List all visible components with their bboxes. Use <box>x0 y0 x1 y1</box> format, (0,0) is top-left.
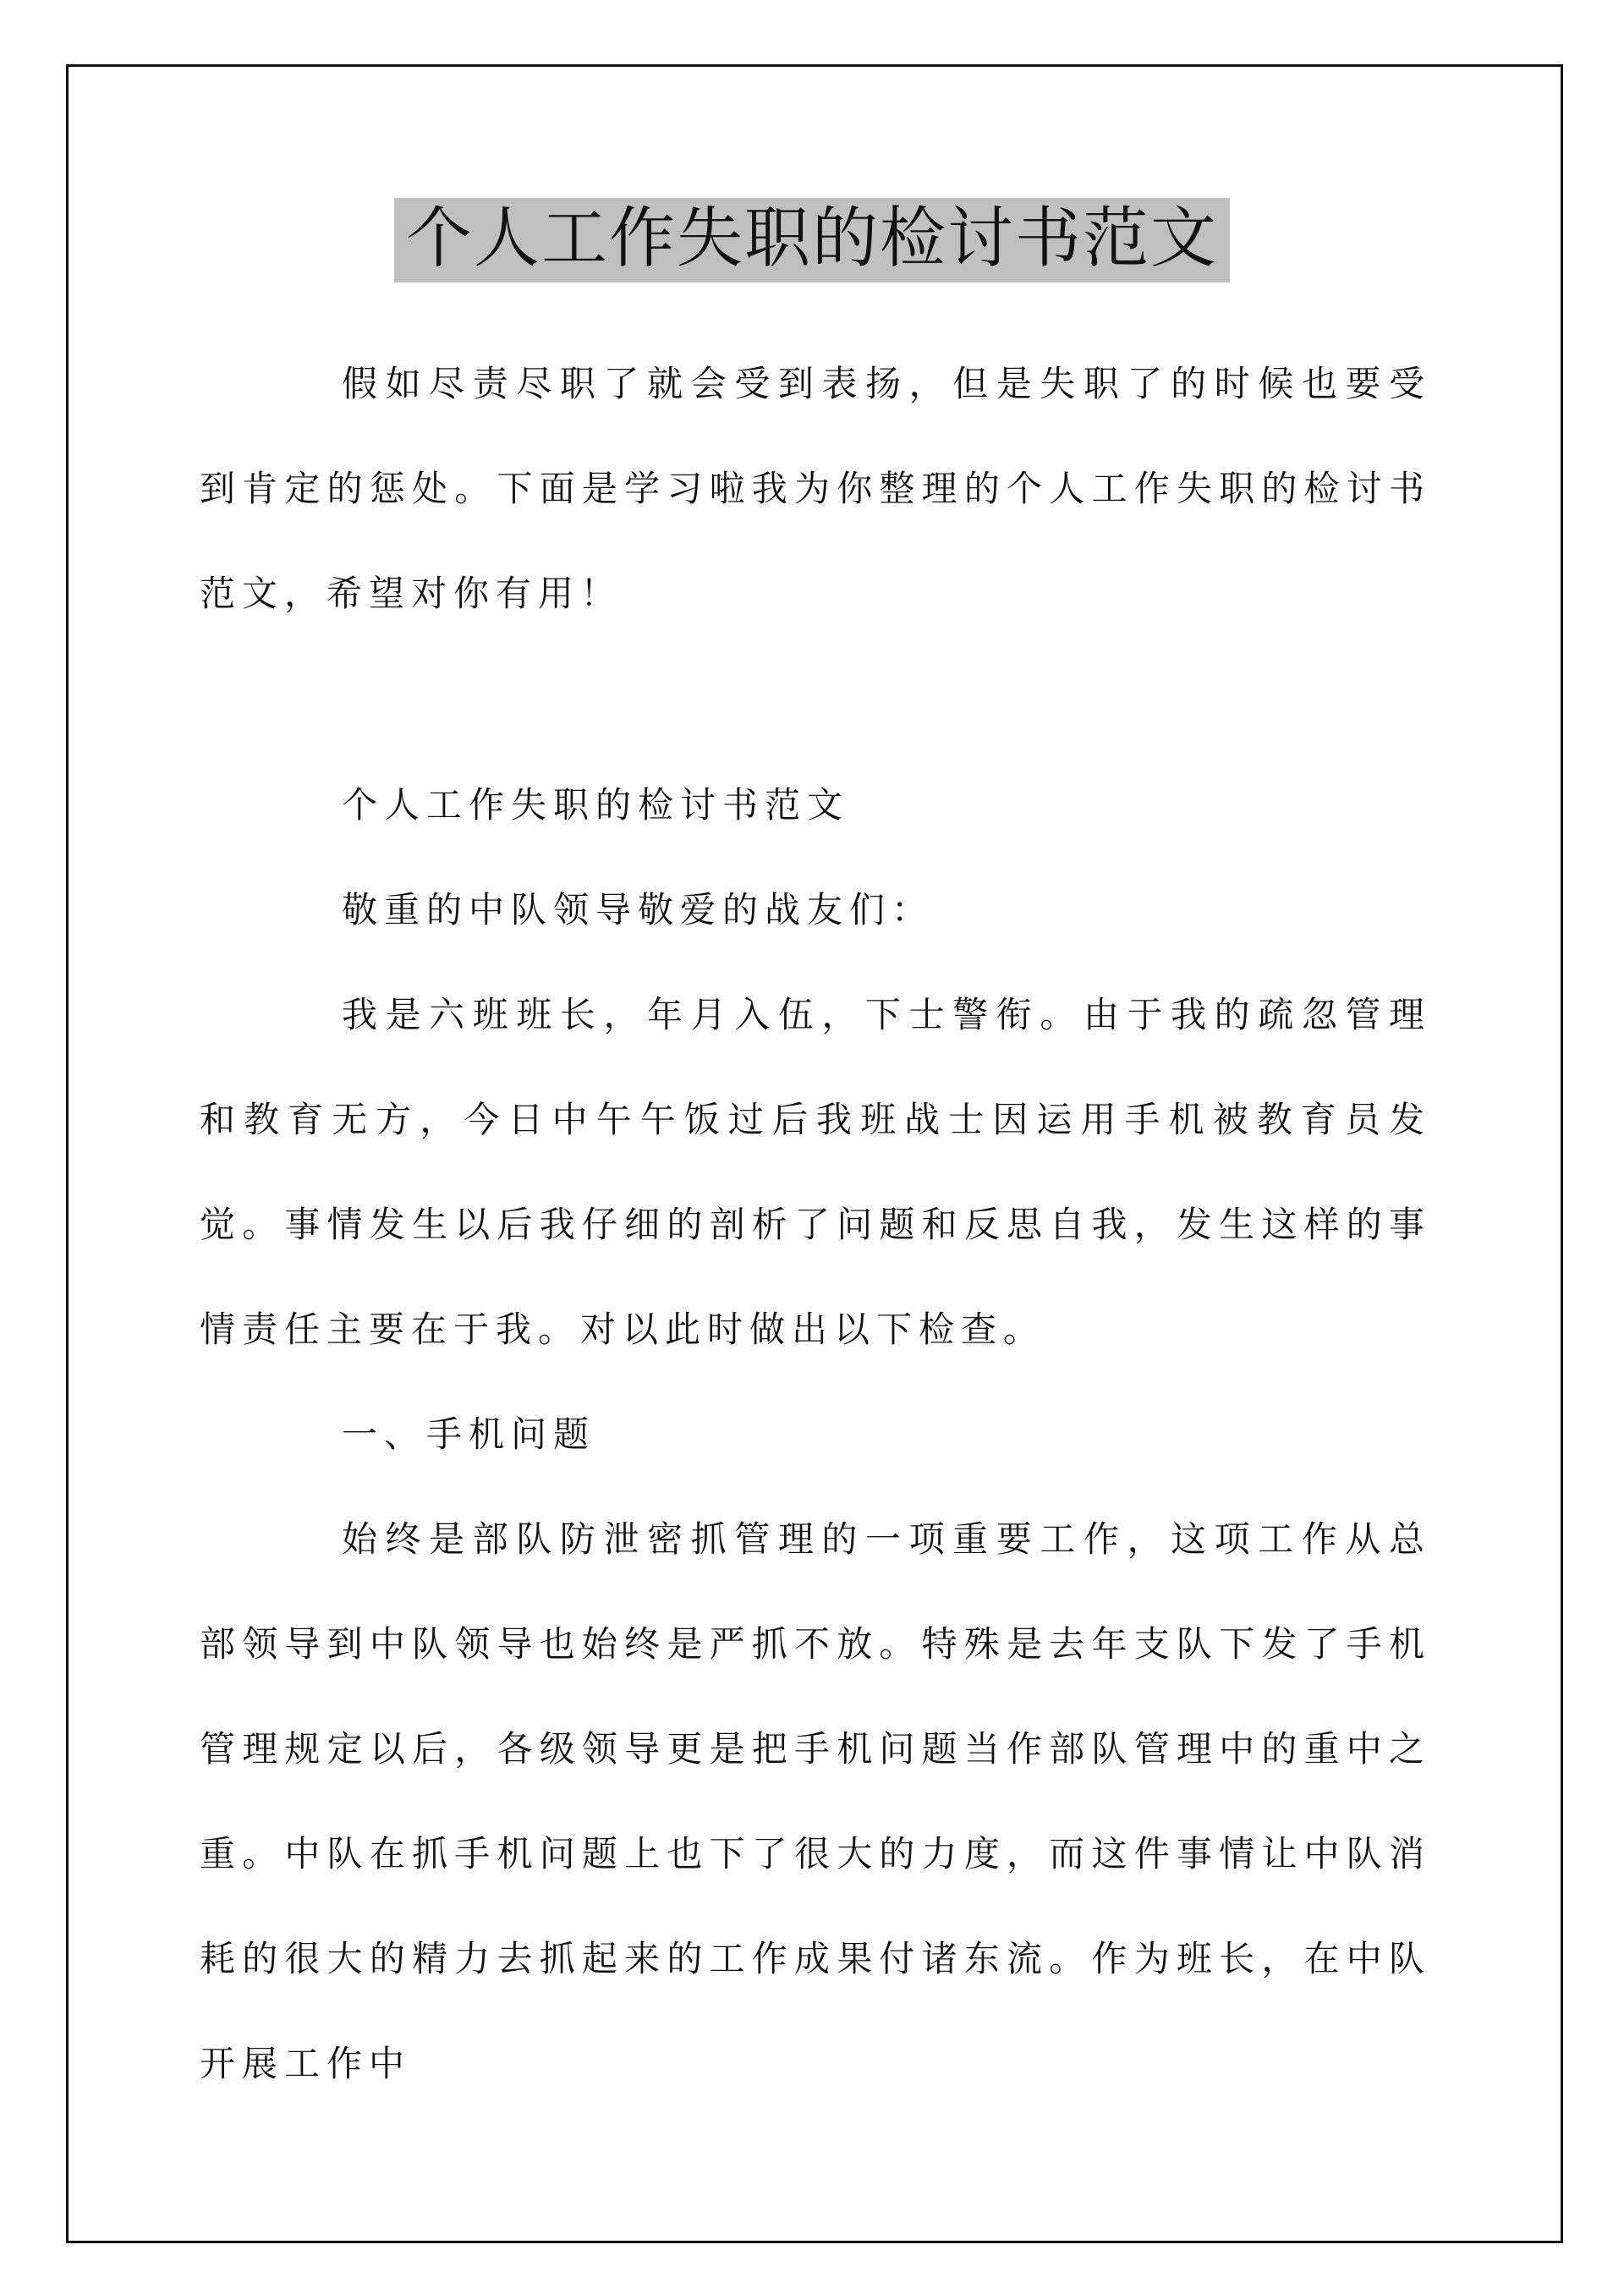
document-title: 个人工作失职的检讨书范文 <box>394 198 1230 283</box>
title-container <box>0 198 1624 283</box>
section-heading: 个人工作失职的检讨书范文 <box>342 784 850 826</box>
salutation: 敬重的中队领导敬爱的战友们： <box>342 889 935 930</box>
intro-paragraph: 假如尽责尽职了就会受到表扬，但是失职了的时候也要受到肯定的惩处。下面是学习啦我为你整理的个人工作失职的检讨书范文，希望对你有用！ <box>200 363 1431 614</box>
body-paragraph: 始终是部队防泄密抓管理的一项重要工作，这项工作从总部领导到中队领导也始终是严抓不放。特殊是去年支队下发了手机管理规定以后，各级领导更是把手机问题当作部队管理中的重中之重。中队在抓手机问题上也下了很大的力度，而这件事情让中队消耗的很大的精力去抓起来的工作成果付诸东流。作为班长，在中队开展工作中 <box>200 1518 1431 2084</box>
body-paragraph: 我是六班班长，年月入伍，下士警衔。由于我的疏忽管理和教育无方，今日中午午饭过后我班战士因运用手机被教育员发觉。事情发生以后我仔细的剖析了问题和反思自我，发生这样的事情责任主要在于我。对以此时做出以下检查。 <box>200 994 1431 1350</box>
subsection-heading: 一、手机问题 <box>342 1413 596 1455</box>
